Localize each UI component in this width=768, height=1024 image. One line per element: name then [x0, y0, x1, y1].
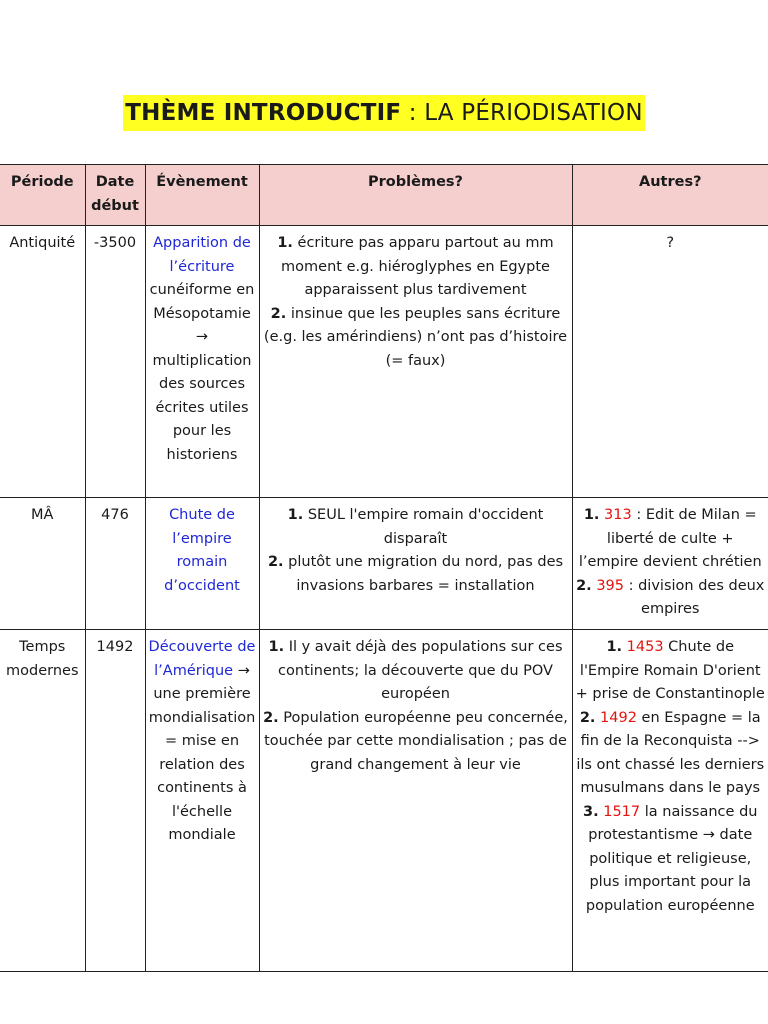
table-row — [0, 498, 768, 630]
header-problemes: Problèmes? — [259, 165, 572, 226]
problem-text: plutôt une migration du nord, pas des invasions barbares = installation — [283, 554, 564, 594]
cell-date: 1492 — [85, 630, 145, 972]
problem-number: 2. — [263, 709, 279, 726]
cell-periode: Antiquité — [0, 226, 85, 498]
other-item — [576, 636, 766, 707]
cell-date: 476 — [85, 498, 145, 630]
other-item — [576, 707, 766, 801]
event-highlight: Chute de l’empire romain d’occident — [164, 507, 240, 594]
problem-number: 1. — [277, 235, 293, 251]
problem-item — [263, 232, 569, 303]
cell-periode: Temps modernes — [0, 630, 85, 972]
event-highlight: Découverte de l’Amérique — [148, 639, 256, 679]
header-date: Date début — [85, 165, 145, 226]
problem-item — [263, 551, 569, 598]
other-text: : division des deux empires — [624, 577, 765, 617]
cell-autres — [572, 498, 768, 630]
other-year: 313 — [604, 507, 632, 523]
problem-number: 1. — [268, 639, 285, 655]
cell-evenement — [145, 226, 259, 498]
cell-autres — [572, 630, 768, 972]
problem-text: SEUL l'empire romain d'occident disparaît — [303, 507, 544, 547]
problem-item — [263, 303, 569, 374]
problem-item — [263, 504, 569, 551]
page-title — [123, 95, 644, 131]
other-item — [576, 575, 766, 622]
header-row — [0, 165, 768, 226]
cell-problemes — [259, 498, 572, 630]
other-number: 3. — [583, 803, 599, 820]
title-rest: : LA PÉRIODISATION — [401, 100, 643, 126]
problem-text: insinue que les peuples sans écriture (e.g. les amérindiens) n’ont pas d’histoire (= faux) — [263, 305, 568, 369]
other-year: 1492 — [600, 709, 637, 726]
cell-evenement — [145, 630, 259, 972]
table-row — [0, 630, 768, 972]
problem-number: 2. — [267, 554, 284, 570]
periodisation-table — [0, 164, 768, 972]
title-bold: THÈME INTRODUCTIF — [125, 100, 402, 126]
cell-evenement — [145, 498, 259, 630]
other-number: 2. — [576, 577, 592, 594]
other-number: 1. — [583, 507, 600, 523]
other-item — [576, 801, 766, 919]
event-highlight: Apparition de l’écriture — [153, 235, 251, 275]
problem-text: écriture pas apparu partout au mm moment e.g. hiéroglyphes en Egypte apparaissent plus tardivement — [281, 235, 554, 298]
cell-problemes — [259, 630, 572, 972]
problem-text: Population européenne peu concernée, touchée par cette mondialisation ; pas de grand changement à leur vie — [264, 709, 568, 773]
problem-text: Il y avait déjà des populations sur ces continents; la découverte que du POV européen — [278, 639, 563, 702]
other-text: : Edit de Milan = liberté de culte + l’empire devient chrétien — [578, 507, 762, 570]
header-periode: Période — [0, 165, 85, 226]
other-number: 2. — [579, 709, 596, 726]
other-year: 1517 — [603, 803, 641, 820]
other-item — [576, 504, 766, 575]
problem-item — [263, 707, 569, 778]
cell-problemes — [259, 226, 572, 498]
table-row — [0, 226, 768, 498]
cell-autres: ? — [572, 226, 768, 498]
other-number: 1. — [606, 639, 623, 655]
cell-periode: MÂ — [0, 498, 85, 630]
other-text: la naissance du protestantisme → date politique et religieuse, plus important pour la population européenne — [585, 803, 758, 914]
problem-number: 1. — [287, 507, 304, 523]
problem-item — [263, 636, 569, 707]
header-evenement: Évènement — [145, 165, 259, 226]
cell-date: -3500 — [85, 226, 145, 498]
other-year: 1453 — [626, 639, 664, 655]
problem-number: 2. — [270, 305, 287, 322]
title-wrapper — [0, 95, 768, 131]
other-year: 395 — [596, 577, 624, 594]
header-autres: Autres? — [572, 165, 768, 226]
event-rest: → une première mondialisation = mise en relation des continents à l'échelle mondiale — [148, 662, 256, 843]
other-text: Chute de l'Empire Romain D'orient + prise de Constantinople — [575, 639, 765, 702]
event-rest: cunéiforme en Mésopotamie → multiplication des sources écrites utiles pour les historiens — [149, 282, 255, 463]
other-text: en Espagne = la fin de la Reconquista --> ils ont chassé les derniers musulmans dans le pays — [576, 709, 765, 796]
